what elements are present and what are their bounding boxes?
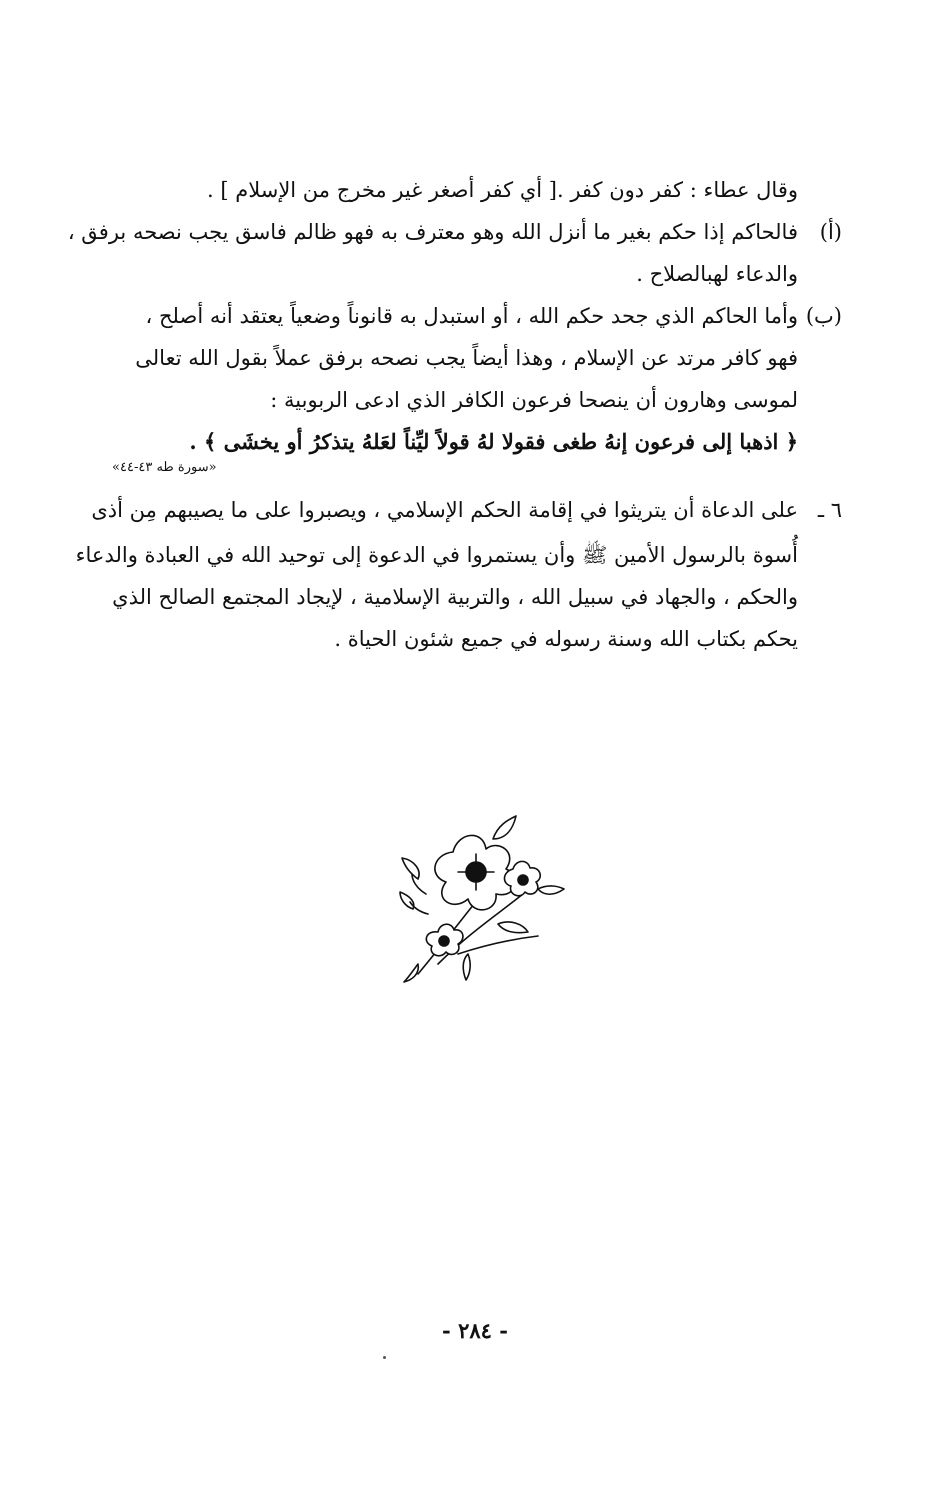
text-line: وقال عطاء : كفر دون كفر .[ أي كفر أصغر غير مخرج من الإسلام ] .: [206, 178, 798, 202]
item-label-b: (ب): [805, 304, 842, 328]
text-line: أُسوة بالرسول الأمين ﷺ وأن يستمروا في الدعوة إلى توحيد الله في العبادة والدعاء: [75, 543, 798, 567]
quran-verse: ﴿ اذهبا إلى فرعون إنهُ طغى فقولا لهُ قولاً ليِّناً لعَلهُ يتذكرُ أو يخشَى ﴾ .: [189, 429, 798, 454]
text-line: والدعاء لهبالصلاح .: [636, 262, 798, 286]
scan-speck: [383, 1356, 386, 1359]
text-line: لموسى وهارون أن ينصحا فرعون الكافر الذي ادعى الربوبية :: [270, 388, 798, 412]
text-line: فالحاكم إذا حكم بغير ما أنزل الله وهو معترف به فهو ظالم فاسق يجب نصحه برفق ،: [67, 220, 798, 244]
text-line: فهو كافر مرتد عن الإسلام ، وهذا أيضاً يجب نصحه برفق عملاً بقول الله تعالى: [135, 346, 798, 370]
text-line: وأما الحاكم الذي جحد حكم الله ، أو استبدل به قانوناً وضعياً يعتقد أنه أصلح ،: [145, 304, 798, 328]
item-label-6: ٦ ـ: [817, 498, 842, 522]
page-number: - ٢٨٤ -: [442, 1318, 508, 1343]
text-line: يحكم بكتاب الله وسنة رسوله في جميع شئون الحياة .: [334, 627, 798, 651]
verse-reference: «سورة طه ٤٣-٤٤»: [112, 460, 217, 475]
item-label-a: (أ): [819, 220, 842, 244]
text-line: والحكم ، والجهاد في سبيل الله ، والتربية الإسلامية ، لإيجاد المجتمع الصالح الذي: [112, 585, 798, 609]
text-line: على الدعاة أن يتريثوا في إقامة الحكم الإسلامي ، ويصبروا على ما يصيبهم مِن أذى: [91, 498, 798, 522]
floral-ornament-icon: [398, 814, 566, 984]
